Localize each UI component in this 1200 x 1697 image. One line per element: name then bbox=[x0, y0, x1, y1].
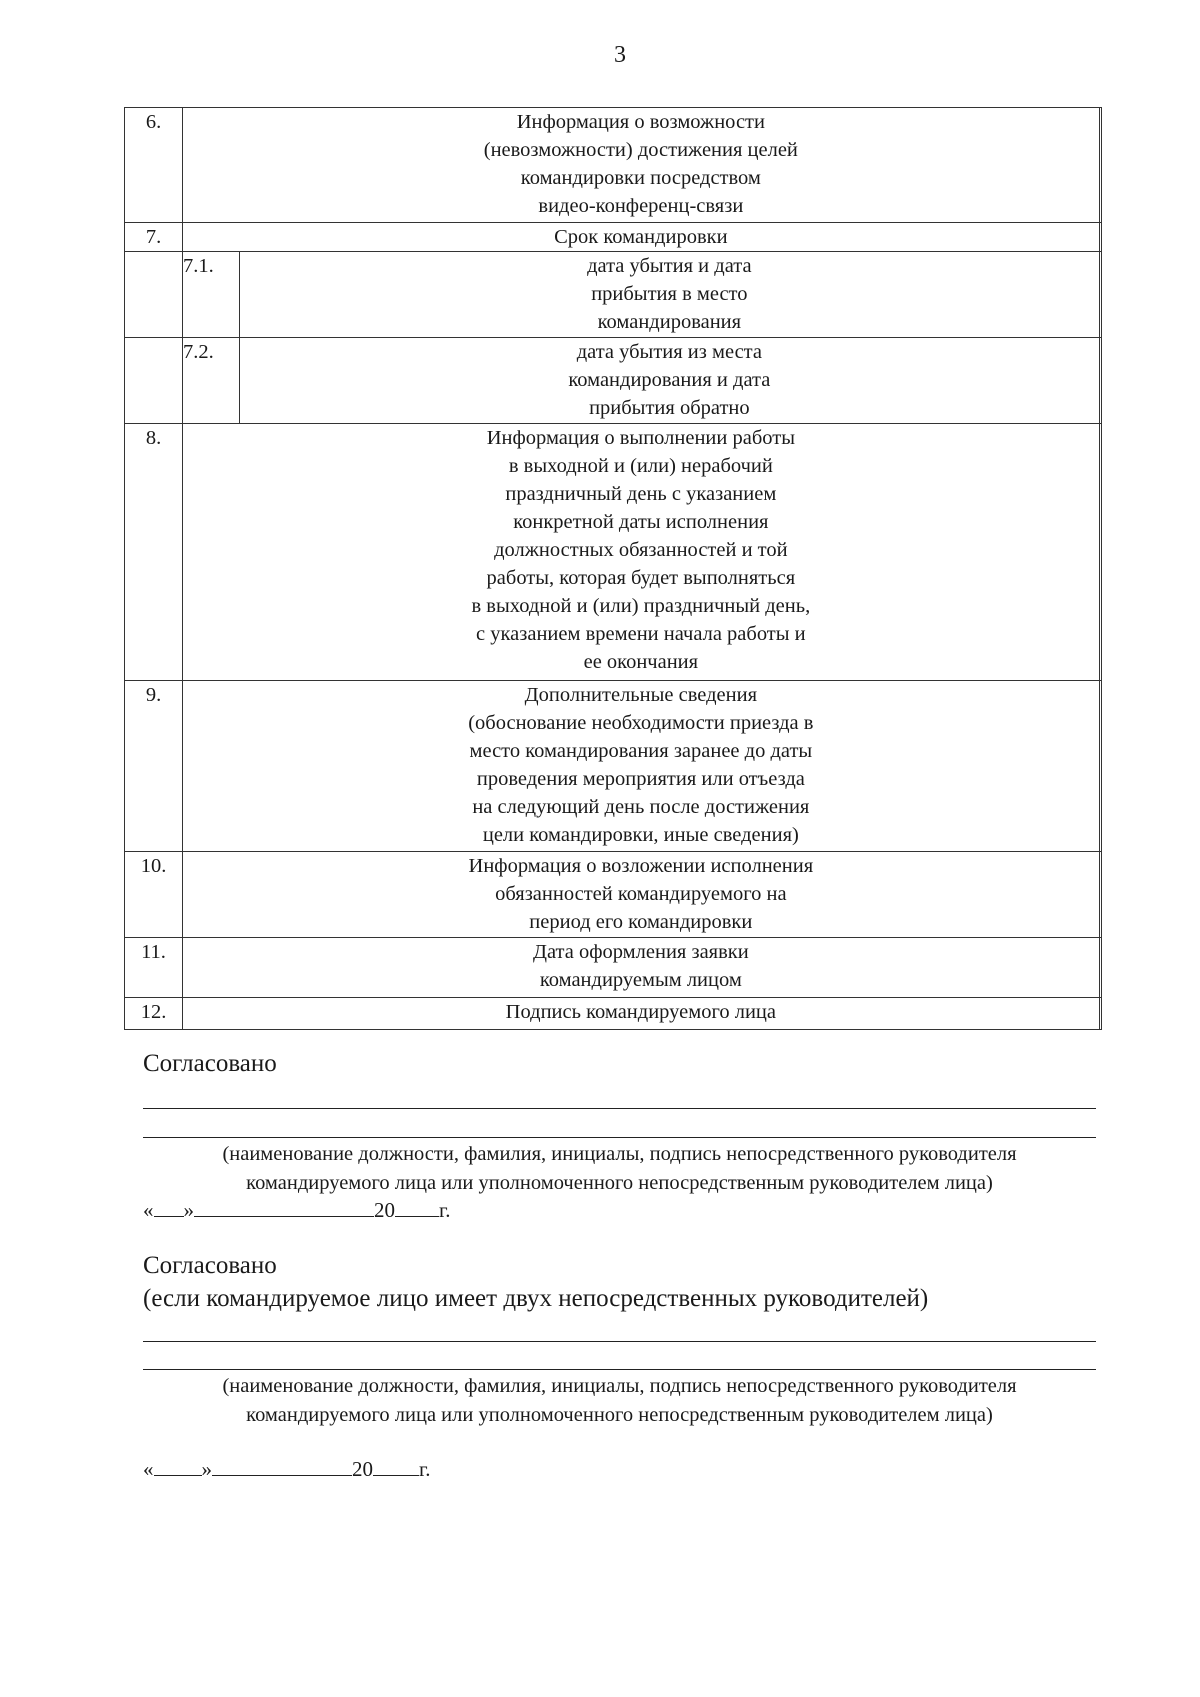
row-number: 7.1. bbox=[183, 252, 240, 338]
year-field[interactable] bbox=[373, 1457, 419, 1476]
row-description: Информация о выполнении работы в выходной и (или) нерабочий праздничный день с указанием конкретной даты исполнения должностных обязанностей и той работы, которая будет выполняться в выходной и (или) праздничный день, с указанием времени начала работы и ее окончания bbox=[183, 424, 1100, 681]
table-row bbox=[125, 681, 1102, 852]
approval-heading: Согласовано bbox=[143, 1252, 277, 1279]
signature-caption: (наименование должности, фамилия, инициалы, подпись непосредственного руководителя командируемого лица или уполномоченного непосредственным руководителем лица) bbox=[222, 1375, 1017, 1426]
signature-caption: (наименование должности, фамилия, инициалы, подпись непосредственного руководителя командируемого лица или уполномоченного непосредственным руководителем лица) bbox=[222, 1143, 1017, 1194]
date-close-quote: » bbox=[201, 1457, 212, 1481]
table-row bbox=[125, 223, 1102, 252]
day-field[interactable] bbox=[154, 1457, 202, 1476]
table-row bbox=[125, 938, 1102, 998]
signature-line[interactable] bbox=[143, 1137, 1096, 1138]
row-value-field[interactable] bbox=[1099, 223, 1101, 252]
table-row bbox=[125, 338, 1102, 424]
row-description: Информация о возложении исполнения обязанностей командируемого на период его командировки bbox=[183, 852, 1100, 938]
approval-heading: Согласовано bbox=[143, 1050, 277, 1077]
row-value-field[interactable] bbox=[1099, 852, 1101, 938]
row-value-field[interactable] bbox=[1099, 424, 1101, 681]
date-close-quote: » bbox=[183, 1198, 194, 1222]
row-description: Подпись командируемого лица bbox=[183, 998, 1100, 1030]
row-number-empty bbox=[125, 252, 183, 338]
approval-subheading: (если командируемое лицо имеет двух непосредственных руководителей) bbox=[143, 1285, 929, 1312]
row-description: Информация о возможности (невозможности) достижения целей командировки посредством видео-конференц-связи bbox=[183, 108, 1100, 223]
year-prefix: 20 bbox=[374, 1198, 395, 1222]
row-value-field[interactable] bbox=[1099, 938, 1101, 998]
row-description: дата убытия и дата прибытия в место командирования bbox=[240, 252, 1100, 338]
row-value-field[interactable] bbox=[1099, 338, 1101, 424]
row-number: 7. bbox=[125, 223, 183, 252]
row-value-field[interactable] bbox=[1099, 108, 1101, 223]
table-row bbox=[125, 852, 1102, 938]
approval-date bbox=[143, 1198, 451, 1223]
row-number-empty bbox=[125, 338, 183, 424]
row-number: 12. bbox=[125, 998, 183, 1030]
table-row bbox=[125, 108, 1102, 223]
row-number: 8. bbox=[125, 424, 183, 681]
approval-date bbox=[143, 1457, 431, 1482]
table-row bbox=[125, 424, 1102, 681]
row-value-field[interactable] bbox=[1099, 252, 1101, 338]
table-row bbox=[125, 998, 1102, 1030]
date-open-quote: « bbox=[143, 1457, 154, 1481]
year-suffix: г. bbox=[419, 1457, 431, 1481]
row-number: 6. bbox=[125, 108, 183, 223]
row-description: Дата оформления заявки командируемым лицом bbox=[183, 938, 1100, 998]
row-number: 9. bbox=[125, 681, 183, 852]
row-number: 11. bbox=[125, 938, 183, 998]
day-field[interactable] bbox=[154, 1198, 184, 1217]
row-description: Срок командировки bbox=[183, 223, 1100, 252]
row-value-field[interactable] bbox=[1099, 998, 1101, 1030]
signature-line[interactable] bbox=[143, 1108, 1096, 1109]
month-field[interactable] bbox=[212, 1457, 352, 1476]
month-field[interactable] bbox=[194, 1198, 374, 1217]
row-number: 10. bbox=[125, 852, 183, 938]
signature-line[interactable] bbox=[143, 1369, 1096, 1370]
date-open-quote: « bbox=[143, 1198, 154, 1222]
year-field[interactable] bbox=[395, 1198, 439, 1217]
row-value-field[interactable] bbox=[1099, 681, 1101, 852]
row-number: 7.2. bbox=[183, 338, 240, 424]
trip-request-table bbox=[124, 107, 1102, 1030]
page-number: 3 bbox=[614, 42, 626, 68]
row-description: дата убытия из места командирования и дата прибытия обратно bbox=[240, 338, 1100, 424]
year-suffix: г. bbox=[439, 1198, 451, 1222]
signature-line[interactable] bbox=[143, 1341, 1096, 1342]
year-prefix: 20 bbox=[352, 1457, 373, 1481]
table-row bbox=[125, 252, 1102, 338]
row-description: Дополнительные сведения (обоснование необходимости приезда в место командирования заранее до даты проведения мероприятия или отъезда на следующий день после достижения цели командировки, иные сведения) bbox=[183, 681, 1100, 852]
